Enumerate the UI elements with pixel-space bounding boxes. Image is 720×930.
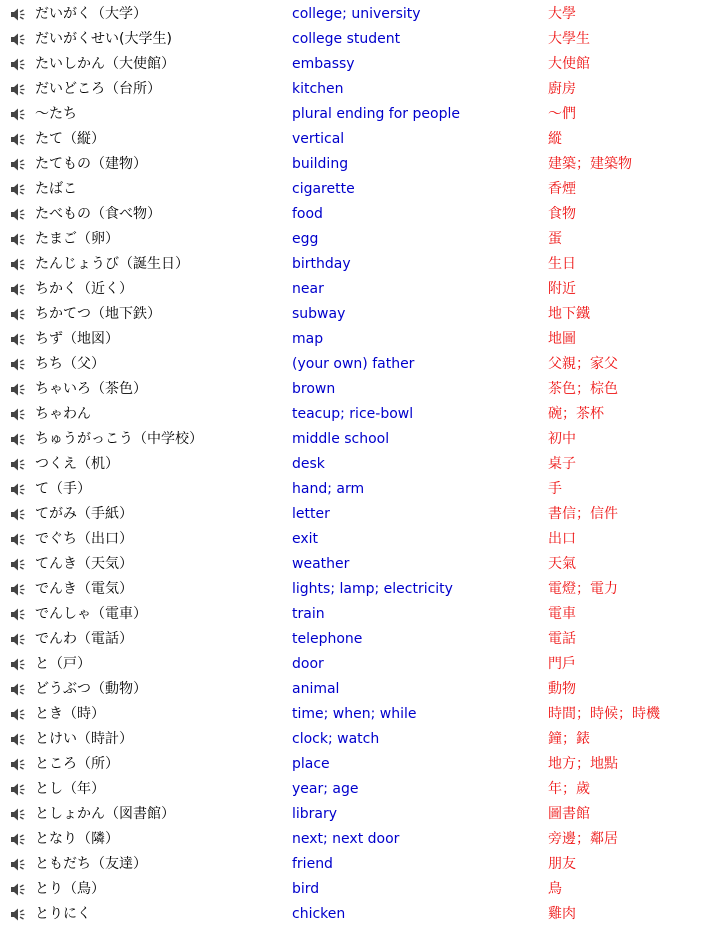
english-meaning: (your own) father: [292, 356, 415, 372]
speaker-icon[interactable]: [10, 757, 27, 772]
chinese-meaning: 動物: [548, 681, 576, 697]
japanese-word: とけい（時計）: [35, 731, 133, 747]
japanese-word: たてもの（建物）: [35, 156, 147, 172]
english-meaning: door: [292, 656, 324, 672]
chinese-meaning: 茶色；棕色: [548, 381, 618, 397]
japanese-word: ちかてつ（地下鉄）: [35, 306, 161, 322]
english-meaning: hand; arm: [292, 481, 365, 497]
japanese-word: ともだち（友達）: [35, 856, 147, 872]
speaker-icon[interactable]: [10, 407, 27, 422]
japanese-word: だいがく（大学）: [35, 6, 147, 22]
english-meaning: train: [292, 606, 325, 622]
speaker-icon[interactable]: [10, 432, 27, 447]
english-meaning: embassy: [292, 56, 355, 72]
english-meaning: time; when; while: [292, 706, 417, 722]
vocab-row: [0, 752, 720, 777]
speaker-icon[interactable]: [10, 307, 27, 322]
speaker-icon[interactable]: [10, 707, 27, 722]
vocab-row: [0, 477, 720, 502]
english-meaning: cigarette: [292, 181, 355, 197]
english-meaning: college student: [292, 31, 401, 47]
english-meaning: chicken: [292, 906, 346, 922]
vocab-row: [0, 427, 720, 452]
speaker-icon[interactable]: [10, 557, 27, 572]
english-meaning: brown: [292, 381, 336, 397]
japanese-word: でぐち（出口）: [35, 531, 133, 547]
speaker-icon[interactable]: [10, 207, 27, 222]
japanese-word: どうぶつ（動物）: [35, 681, 147, 697]
japanese-word: つくえ（机）: [35, 456, 119, 472]
vocab-row: [0, 52, 720, 77]
vocab-row: [0, 177, 720, 202]
vocab-row: [0, 902, 720, 927]
english-meaning: year; age: [292, 781, 359, 797]
speaker-icon[interactable]: [10, 282, 27, 297]
speaker-icon[interactable]: [10, 57, 27, 72]
speaker-icon[interactable]: [10, 82, 27, 97]
speaker-icon[interactable]: [10, 132, 27, 147]
chinese-meaning: 廚房: [548, 81, 576, 97]
japanese-word: てんき（天気）: [35, 556, 133, 572]
speaker-icon[interactable]: [10, 332, 27, 347]
speaker-icon[interactable]: [10, 257, 27, 272]
speaker-icon[interactable]: [10, 507, 27, 522]
chinese-meaning: 旁邊；鄰居: [548, 831, 618, 847]
english-meaning: bird: [292, 881, 320, 897]
japanese-word: とり（鳥）: [35, 881, 105, 897]
speaker-icon[interactable]: [10, 607, 27, 622]
chinese-meaning: 手: [548, 481, 562, 497]
english-meaning: exit: [292, 531, 319, 547]
japanese-word: て（手）: [35, 481, 91, 497]
speaker-icon[interactable]: [10, 682, 27, 697]
japanese-word: ちかく（近く）: [35, 281, 133, 297]
speaker-icon[interactable]: [10, 7, 27, 22]
chinese-meaning: 電話: [548, 631, 576, 647]
japanese-word: たて（縦）: [35, 131, 105, 147]
chinese-meaning: 大使館: [548, 56, 590, 72]
chinese-meaning: 出口: [548, 531, 576, 547]
speaker-icon[interactable]: [10, 107, 27, 122]
vocab-row: [0, 27, 720, 52]
chinese-meaning: 雞肉: [548, 906, 576, 922]
japanese-word: だいどころ（台所）: [35, 81, 161, 97]
chinese-meaning: 建築；建築物: [548, 156, 632, 172]
vocab-row: [0, 277, 720, 302]
japanese-word: たべもの（食べ物）: [35, 206, 161, 222]
chinese-meaning: 附近: [548, 281, 576, 297]
english-meaning: college; university: [292, 6, 421, 22]
chinese-meaning: 桌子: [548, 456, 576, 472]
vocab-row: [0, 152, 720, 177]
japanese-word: ちゃいろ（茶色）: [35, 381, 147, 397]
chinese-meaning: 電燈；電力: [548, 581, 618, 597]
japanese-word: と（戸）: [35, 656, 91, 672]
chinese-meaning: 生日: [548, 256, 576, 272]
english-meaning: food: [292, 206, 323, 222]
vocab-row: [0, 227, 720, 252]
speaker-icon[interactable]: [10, 857, 27, 872]
chinese-meaning: 天氣: [548, 556, 576, 572]
english-meaning: egg: [292, 231, 319, 247]
japanese-word: ～たち: [35, 106, 77, 122]
chinese-meaning: 地方；地點: [548, 756, 618, 772]
english-meaning: map: [292, 331, 324, 347]
japanese-word: とき（時）: [35, 706, 105, 722]
japanese-word: ちゃわん: [35, 406, 91, 422]
vocab-row: [0, 827, 720, 852]
english-meaning: lights; lamp; electricity: [292, 581, 453, 597]
vocab-row: [0, 577, 720, 602]
vocab-row: [0, 302, 720, 327]
chinese-meaning: 大學: [548, 6, 576, 22]
chinese-meaning: 電車: [548, 606, 576, 622]
speaker-icon[interactable]: [10, 157, 27, 172]
japanese-word: たいしかん（大使館）: [35, 56, 175, 72]
chinese-meaning: 蛋: [548, 231, 562, 247]
speaker-icon[interactable]: [10, 582, 27, 597]
chinese-meaning: 朋友: [548, 856, 576, 872]
vocab-row: [0, 327, 720, 352]
japanese-word: とりにく: [35, 906, 91, 922]
speaker-icon[interactable]: [10, 382, 27, 397]
vocab-row: [0, 652, 720, 677]
chinese-meaning: 地圖: [548, 331, 576, 347]
japanese-word: たまご（卵）: [35, 231, 119, 247]
japanese-word: としょかん（図書館）: [35, 806, 175, 822]
vocab-row: [0, 802, 720, 827]
vocab-row: [0, 352, 720, 377]
english-meaning: next; next door: [292, 831, 400, 847]
english-meaning: animal: [292, 681, 340, 697]
speaker-icon[interactable]: [10, 807, 27, 822]
english-meaning: place: [292, 756, 330, 772]
chinese-meaning: 圖書館: [548, 806, 590, 822]
japanese-word: でんき（電気）: [35, 581, 133, 597]
english-meaning: vertical: [292, 131, 345, 147]
vocab-row: [0, 852, 720, 877]
speaker-icon[interactable]: [10, 32, 27, 47]
japanese-word: たんじょうび（誕生日）: [35, 256, 189, 272]
speaker-icon[interactable]: [10, 732, 27, 747]
speaker-icon[interactable]: [10, 632, 27, 647]
japanese-word: ちゅうがっこう（中学校）: [35, 431, 203, 447]
japanese-word: だいがくせい(大学生): [35, 31, 172, 47]
vocab-row: [0, 677, 720, 702]
speaker-icon[interactable]: [10, 482, 27, 497]
english-meaning: building: [292, 156, 349, 172]
speaker-icon[interactable]: [10, 657, 27, 672]
chinese-meaning: ～們: [548, 106, 576, 122]
vocab-row: [0, 377, 720, 402]
english-meaning: telephone: [292, 631, 363, 647]
english-meaning: teacup; rice-bowl: [292, 406, 414, 422]
chinese-meaning: 碗；茶杯: [548, 406, 604, 422]
chinese-meaning: 香煙: [548, 181, 576, 197]
chinese-meaning: 門戶: [548, 656, 576, 672]
vocab-row: [0, 727, 720, 752]
speaker-icon[interactable]: [10, 182, 27, 197]
chinese-meaning: 父親；家父: [548, 356, 618, 372]
english-meaning: near: [292, 281, 324, 297]
chinese-meaning: 初中: [548, 431, 576, 447]
japanese-word: でんしゃ（電車）: [35, 606, 147, 622]
chinese-meaning: 縱: [548, 131, 562, 147]
speaker-icon[interactable]: [10, 882, 27, 897]
chinese-meaning: 鐘；錶: [548, 731, 590, 747]
vocab-row: [0, 2, 720, 27]
english-meaning: weather: [292, 556, 350, 572]
japanese-word: ところ（所）: [35, 756, 119, 772]
vocab-row: [0, 602, 720, 627]
chinese-meaning: 書信；信件: [548, 506, 618, 522]
english-meaning: birthday: [292, 256, 351, 272]
chinese-meaning: 食物: [548, 206, 576, 222]
speaker-icon[interactable]: [10, 532, 27, 547]
chinese-meaning: 時間；時候；時機: [548, 706, 660, 722]
japanese-word: ちち（父）: [35, 356, 105, 372]
chinese-meaning: 鳥: [548, 881, 562, 897]
japanese-word: てがみ（手紙）: [35, 506, 133, 522]
english-meaning: subway: [292, 306, 346, 322]
speaker-icon[interactable]: [10, 457, 27, 472]
chinese-meaning: 地下鐵: [548, 306, 590, 322]
english-meaning: middle school: [292, 431, 390, 447]
vocab-row: [0, 402, 720, 427]
speaker-icon[interactable]: [10, 232, 27, 247]
vocab-row: [0, 527, 720, 552]
vocab-row: [0, 627, 720, 652]
english-meaning: friend: [292, 856, 333, 872]
vocab-row: [0, 777, 720, 802]
vocab-row: [0, 252, 720, 277]
chinese-meaning: 大學生: [548, 31, 590, 47]
speaker-icon[interactable]: [10, 832, 27, 847]
english-meaning: letter: [292, 506, 330, 522]
japanese-word: となり（隣）: [35, 831, 119, 847]
chinese-meaning: 年；歲: [548, 781, 590, 797]
japanese-word: たばこ: [35, 181, 77, 197]
vocab-row: [0, 702, 720, 727]
japanese-word: ちず（地図）: [35, 331, 119, 347]
vocab-row: [0, 502, 720, 527]
vocab-row: [0, 202, 720, 227]
english-meaning: plural ending for people: [292, 106, 460, 122]
japanese-word: とし（年）: [35, 781, 105, 797]
english-meaning: desk: [292, 456, 325, 472]
vocab-row: [0, 452, 720, 477]
vocab-row: [0, 77, 720, 102]
japanese-word: でんわ（電話）: [35, 631, 133, 647]
vocab-row: [0, 877, 720, 902]
speaker-icon[interactable]: [10, 782, 27, 797]
vocab-row: [0, 127, 720, 152]
vocab-row: [0, 102, 720, 127]
speaker-icon[interactable]: [10, 907, 27, 922]
vocab-row: [0, 552, 720, 577]
english-meaning: library: [292, 806, 338, 822]
english-meaning: kitchen: [292, 81, 344, 97]
speaker-icon[interactable]: [10, 357, 27, 372]
english-meaning: clock; watch: [292, 731, 380, 747]
